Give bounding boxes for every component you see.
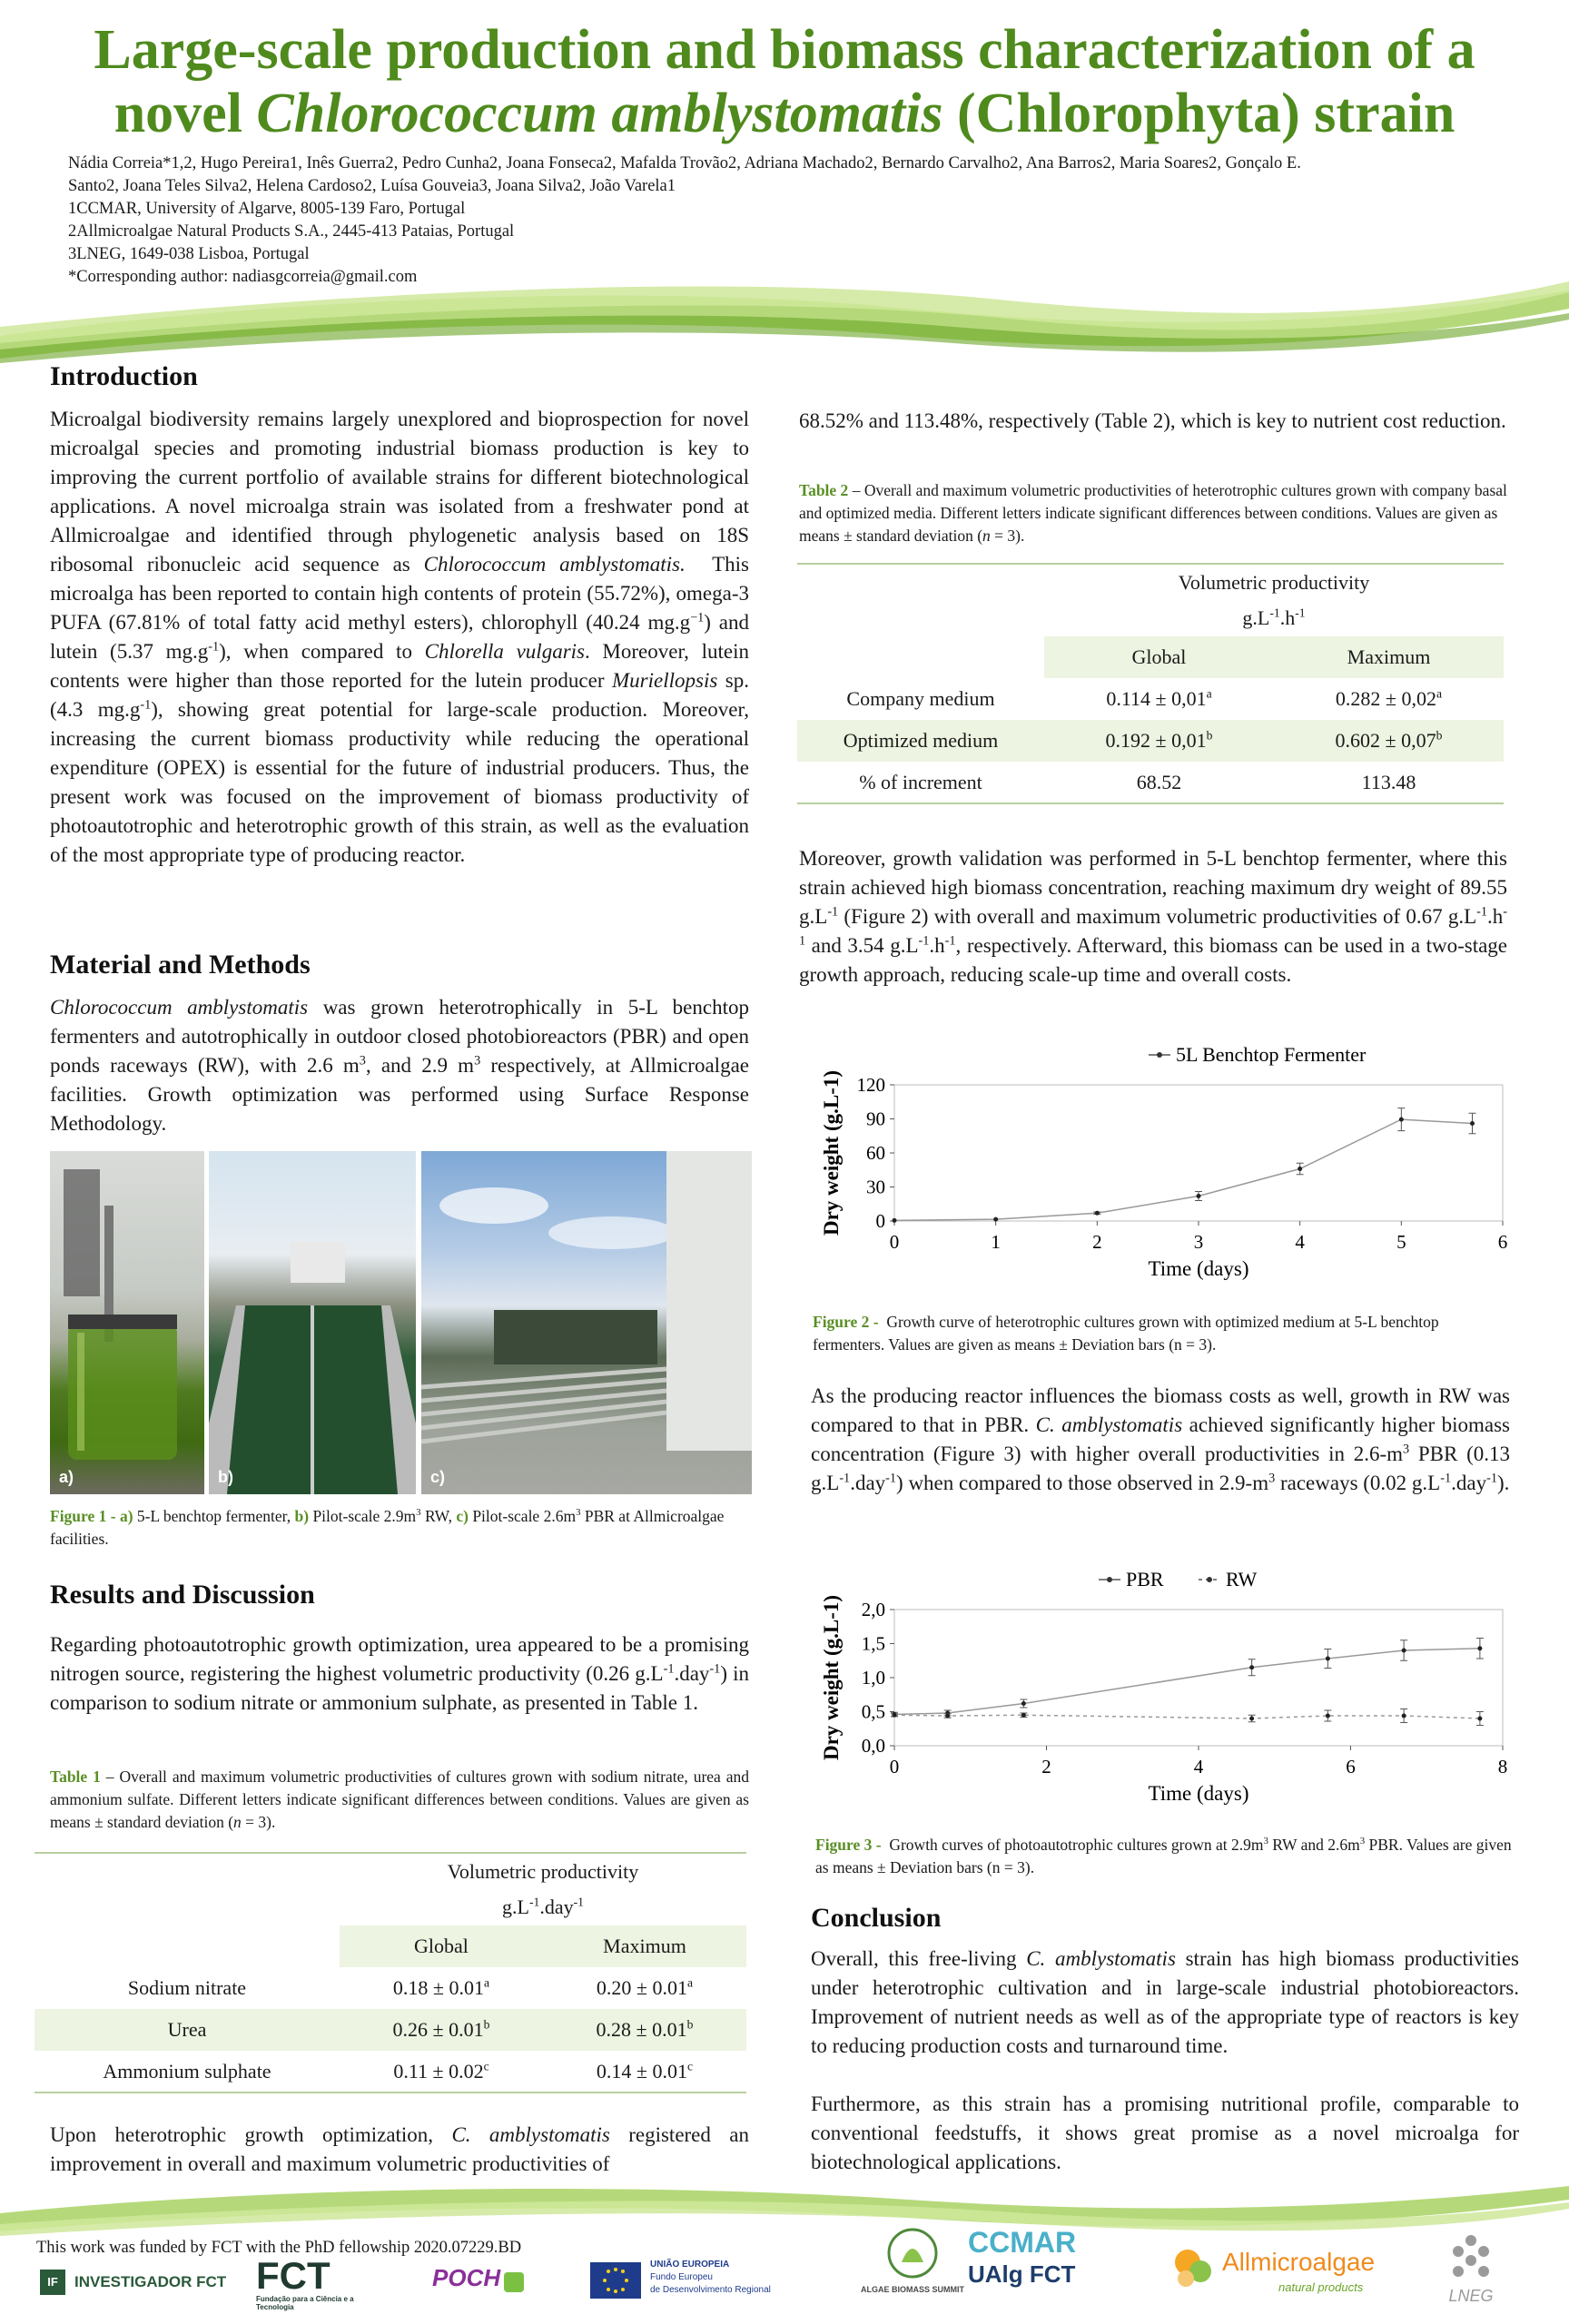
methods-title: Material and Methods	[50, 950, 311, 980]
table1-row	[35, 1967, 746, 2009]
table2-col-maximum: Maximum	[1274, 636, 1504, 678]
series-line	[894, 1119, 1473, 1220]
data-point	[1399, 1118, 1404, 1122]
photo-label-c: c)	[430, 1468, 446, 1486]
data-point	[893, 1713, 897, 1718]
data-point	[1021, 1713, 1026, 1718]
photo-raceway-pond	[209, 1151, 416, 1494]
data-point	[1402, 1649, 1406, 1653]
table2-cell-global: 0.114 ± 0,01$^a$	[1106, 686, 1212, 710]
title-line-2-post: (Chlorophyta) strain	[942, 83, 1456, 144]
table2-cell-global: 0.192 ± 0,01$^b$	[1105, 728, 1213, 752]
affiliation-2: 2Allmicroalgae Natural Products S.A., 2445-413 Pataias, Portugal	[68, 222, 515, 241]
x-tick-label: 3	[1193, 1231, 1204, 1253]
y-tick-label: 0,0	[861, 1735, 885, 1757]
table2-row	[797, 678, 1504, 720]
figure3-chart	[799, 1560, 1525, 1823]
y-axis-label: Dry weight (g.L-1)	[820, 1069, 843, 1236]
data-point	[1249, 1717, 1254, 1721]
data-point	[1477, 1646, 1482, 1650]
author-block	[68, 153, 1521, 289]
affiliation-1: 1CCMAR, University of Algarve, 8005-139 Faro, Portugal	[68, 200, 466, 218]
table2-caption: Table 2 – Overall and maximum volumetric productivities of heterotrophic cultures grown with company basal and optimized media. Different letters indicate significant differences between conditions. Values are given as means ± standard deviation (n = 3).	[799, 481, 1507, 545]
data-point	[1402, 1714, 1406, 1718]
table1-cell-max: 0.20 ± 0.01$^a$	[596, 1975, 694, 1999]
title-line-2-pre: novel	[113, 83, 257, 144]
table1-col-global: Global	[340, 1925, 543, 1967]
table1-cell-max: 0.28 ± 0.01$^b$	[596, 2017, 694, 2041]
results-title: Results and Discussion	[50, 1580, 315, 1610]
data-point	[1477, 1717, 1482, 1721]
plot-area	[894, 1610, 1503, 1746]
methods-text: Chlorococcum amblystomatis was grown heterotrophically in 5-L benchtop fermenters and autotrophically in outdoor closed photobioreactors (PBR) and open ponds raceways (RW), with 2.6 $m^3$, and 2.9 $m^3$ respectively, at Allmicroalgae facilities. Growth optimization was performed using Surface Response Methodology.	[50, 996, 749, 1135]
allmicroalgae-emblem-icon	[1169, 2244, 1217, 2291]
y-tick-label: 0,5	[861, 1700, 885, 1723]
title-line-2	[18, 82, 1551, 145]
introduction-text: Microalgal biodiversity remains largely unexplored and bioprospection for novel microalgal species and promoting industrial biomass production is key to improving the current portfolio of available strains for different biotechnological applications. A novel microalga strain was isolated from a freshwater pond at Allmicroalgae and identified through phylogenetic analysis based on 18S ribosomal ribonucleic acid sequence as Chlorococcum amblystomatis. This microalga has been reported to contain high contents of protein (55.72%), omega-3 PUFA (67.81% of total fatty acid methyl esters), chlorophyll (40.24 $mg.g^{-1}$) and lutein (5.37 $mg.g^{-1}$), when compared to Chlorella vulgaris. Moreover, lutein contents were higher than those reported for the lutein producer Muriellopsis sp. (4.3 $mg.g^{-1}$), showing great potential for large-scale production. Moreover, increasing the current biomass productivity while reducing the operational expenditure (OPEX) is essential for the future of industrial producers. Thus, the present work was focused on the improvement of biomass productivity of photoautotrophic and heterotrophic growth of this strain, as well as the evaluation of the most appropriate type of producing reactor.	[50, 408, 749, 866]
figure1-caption: Figure 1 - a) 5-L benchtop fermenter, b) Pilot-scale $2.9m^3$ RW, c) Pilot-scale $2.6m^3$ PBR at Allmicroalgae facilities.	[50, 1507, 725, 1548]
conclusion-title: Conclusion	[811, 1903, 942, 1933]
figure3-caption: Figure 3 - Growth curves of photoautotrophic cultures grown at $2.9m^3$ RW and $2.6m^3$ PBR. Values are given as means ± Deviation bars (n = 3).	[815, 1836, 1512, 1876]
photo-label-a: a)	[59, 1468, 74, 1486]
results-text-3: 68.52% and 113.48%, respectively (Table 2), which is key to nutrient cost reduction.	[799, 409, 1506, 432]
ccmar-ualg-logo: CCMAR UAlg FCT	[968, 2226, 1077, 2288]
y-axis-label: Dry weight (g.L-1)	[820, 1594, 843, 1761]
data-point	[993, 1217, 998, 1222]
table2-cell-max: 113.48	[1274, 762, 1504, 803]
eu-feder-logo: UNIÃO EUROPEIA Fundo Europeu de Desenvolvimento Regional	[590, 2259, 808, 2313]
data-point	[945, 1714, 950, 1718]
x-tick-label: 8	[1497, 1756, 1508, 1777]
header-wave-decoration	[0, 272, 1569, 372]
investigador-fct-logo: IF INVESTIGADOR FCT	[40, 2270, 240, 2302]
figure2-chart	[799, 1035, 1525, 1298]
table1-row-name: Sodium nitrate	[127, 1976, 247, 1999]
table2-header: Volumetric productivity	[1044, 564, 1504, 600]
table1	[35, 1852, 746, 2093]
y-tick-label: 1,0	[861, 1667, 885, 1689]
footer-wave-decoration	[0, 2177, 1569, 2240]
y-tick-label: 1,5	[861, 1632, 885, 1655]
funding-note: This work was funded by FCT with the PhD fellowship 2020.07229.BD	[36, 2239, 522, 2257]
figure2-caption: Figure 2 - Growth curve of heterotrophic cultures grown with optimized medium at 5-L benchtop fermenters. Values are given as means ± Deviation bars (n = 3).	[813, 1313, 1439, 1354]
table1-row	[35, 2009, 746, 2051]
data-point	[1095, 1211, 1100, 1216]
x-tick-label: 1	[991, 1231, 1001, 1253]
summit-emblem-icon	[885, 2226, 940, 2280]
results-text-1: Regarding photoautotrophic growth optimization, urea appeared to be a promising nitrogen source, registering the highest volumetric productivity (0.26 $g.L^{-1}.day^{-1}$) in comparison to sodium nitrate or ammonium sulphate, as presented in Table 1.	[50, 1633, 749, 1714]
x-tick-label: 2	[1041, 1756, 1051, 1777]
legend-marker	[1107, 1577, 1112, 1582]
data-point	[1326, 1714, 1330, 1718]
x-tick-label: 4	[1193, 1756, 1204, 1777]
algae-summit-logo: ALGAE BIOMASS SUMMIT	[849, 2226, 976, 2317]
y-tick-label: 0	[875, 1210, 885, 1232]
table2-cell-global: 68.52	[1044, 762, 1274, 803]
legend-marker	[1207, 1577, 1212, 1582]
table1-col-maximum: Maximum	[543, 1925, 746, 1967]
photo-label-b: b)	[218, 1468, 233, 1486]
legend-label: RW	[1226, 1568, 1258, 1590]
table1-row-name: Ammonium sulphate	[35, 2051, 340, 2093]
table1-cell-global: 0.18 ± 0.01$^a$	[392, 1975, 490, 1999]
table1-header: Volumetric productivity	[340, 1853, 746, 1889]
eu-flag-icon	[590, 2262, 641, 2299]
poch-logo: POCH	[432, 2264, 532, 2309]
data-point	[1298, 1167, 1302, 1171]
x-tick-label: 4	[1295, 1231, 1305, 1253]
y-tick-label: 30	[866, 1176, 885, 1198]
corresponding-author: *Corresponding author: nadiasgcorreia@gmail.com	[68, 268, 418, 286]
x-tick-label: 5	[1396, 1231, 1406, 1253]
x-axis-label: Time (days)	[1148, 1782, 1249, 1805]
table2-row-name: % of increment	[797, 762, 1044, 803]
y-tick-label: 120	[856, 1074, 885, 1096]
table2-row-name: Optimized medium	[843, 729, 999, 752]
y-tick-label: 90	[866, 1108, 885, 1130]
legend-label: PBR	[1126, 1568, 1164, 1590]
data-point	[1326, 1657, 1330, 1661]
legend-label: 5L Benchtop Fermenter	[1176, 1043, 1367, 1066]
table1-row-name: Urea	[167, 2018, 207, 2041]
results-text-5: As the producing reactor influences the biomass costs as well, growth in RW was compared to that in PBR. C. amblystomatis achieved significantly higher biomass concentration (Figure 3) with higher overall productivities in $2.6-m^3$ PBR (0.13 $g.L^{-1}.day^{-1}$) when compared to those observed in $2.9-m^3$ raceways (0.02 $g.L^{-1}.day^{-1}$).	[811, 1384, 1510, 1494]
allmicroalgae-logo: Allmicroalgae natural products	[1169, 2240, 1387, 2304]
data-point	[1197, 1194, 1201, 1198]
conclusion-text-1: Overall, this free-living C. amblystomatis strain has high biomass productivities under heterotrophic cultivation and in large-scale industrial photobioreactors. Improvement of nutrient needs as well as of the appropriate type of reactors is key to reducing production costs and turnaround time.	[811, 1947, 1520, 2057]
x-tick-label: 6	[1346, 1756, 1356, 1777]
table2-cell-max: 0.282 ± 0,02$^a$	[1335, 686, 1443, 710]
introduction-title: Introduction	[50, 361, 198, 391]
photo-benchtop-fermenter	[50, 1151, 204, 1494]
table2	[797, 563, 1504, 804]
x-axis-label: Time (days)	[1148, 1257, 1249, 1280]
legend-marker	[1157, 1052, 1162, 1058]
table2-unit: $g.L^{-1}.h^{-1}$	[1242, 606, 1306, 629]
data-point	[1021, 1701, 1026, 1706]
data-point	[1249, 1665, 1254, 1669]
x-tick-label: 2	[1092, 1231, 1102, 1253]
conclusion-text-2: Furthermore, as this strain has a promising nutritional profile, comparable to conventional feedstuffs, it shows great promise as a novel microalga for biotechnological applications.	[811, 2093, 1519, 2173]
lneg-logo: LNEG	[1435, 2233, 1507, 2315]
x-tick-label: 0	[889, 1756, 900, 1777]
authors-line-1: Nádia Correia*1,2, Hugo Pereira1, Inês Guerra2, Pedro Cunha2, Joana Fonseca2, Mafalda Trovão2, Adriana Machado2, Bernardo Carvalho2, Ana Barros2, Maria Soares2, Gonçalo E.	[68, 154, 1301, 172]
table1-unit: $g.L^{-1}.day^{-1}$	[502, 1895, 584, 1918]
data-point	[1470, 1121, 1475, 1126]
data-point	[893, 1218, 897, 1223]
table2-col-global: Global	[1044, 636, 1274, 678]
results-text-4: Moreover, growth validation was performed in 5-L benchtop fermenter, where this strain achieved high biomass concentration, reaching maximum dry weight of 89.55 $g.L^{-1}$ (Figure 2) with overall and maximum volumetric productivities of 0.67 $g.L^{-1}.h^{-1}$ and 3.54 $g.L^{-1}.h^{-1}$, respectively. Afterward, this biomass can be used in a two-stage growth approach, reducing scale-up time and overall costs.	[799, 847, 1508, 986]
results-text-2: Upon heterotrophic growth optimization, C. amblystomatis registered an improvement in overall and maximum volumetric productivities of	[50, 2123, 749, 2175]
series-line	[894, 1715, 1480, 1718]
series-line	[894, 1649, 1480, 1715]
x-tick-label: 6	[1497, 1231, 1508, 1253]
table1-row	[35, 2051, 746, 2093]
affiliation-3: 3LNEG, 1649-038 Lisboa, Portugal	[68, 245, 310, 263]
table1-cell-global: 0.11 ± 0.02$^c$	[340, 2051, 543, 2093]
x-tick-label: 0	[889, 1231, 900, 1253]
poster-title	[18, 18, 1551, 145]
y-tick-label: 60	[866, 1142, 885, 1164]
photo-photobioreactor	[421, 1151, 752, 1494]
table1-cell-max: 0.14 ± 0.01$^c$	[543, 2051, 746, 2093]
lneg-dots-icon	[1444, 2233, 1498, 2282]
table1-cell-global: 0.26 ± 0.01$^b$	[392, 2017, 490, 2041]
table2-cell-max: 0.602 ± 0,07$^b$	[1335, 728, 1443, 752]
title-line-1: Large-scale production and biomass characterization of a	[94, 19, 1475, 81]
fct-logo: FCT Fundação para a Ciência e a Tecnologia	[256, 2254, 354, 2311]
table2-row	[797, 762, 1504, 803]
authors-line-2: Santo2, Joana Teles Silva2, Helena Cardoso2, Luísa Gouveia3, Joana Silva2, João Varela1	[68, 177, 676, 195]
y-tick-label: 2,0	[861, 1599, 885, 1620]
table1-caption: Table 1 – Overall and maximum volumetric productivities of cultures grown with sodium nitrate, urea and ammonium sulfate. Different letters indicate significant differences between conditions. Values are given as means ± standard deviation (n = 3).	[50, 1768, 749, 1831]
table2-row-name: Company medium	[846, 687, 995, 710]
table2-row	[797, 720, 1504, 762]
title-species: Chlorococcum amblystomatis	[256, 83, 943, 144]
